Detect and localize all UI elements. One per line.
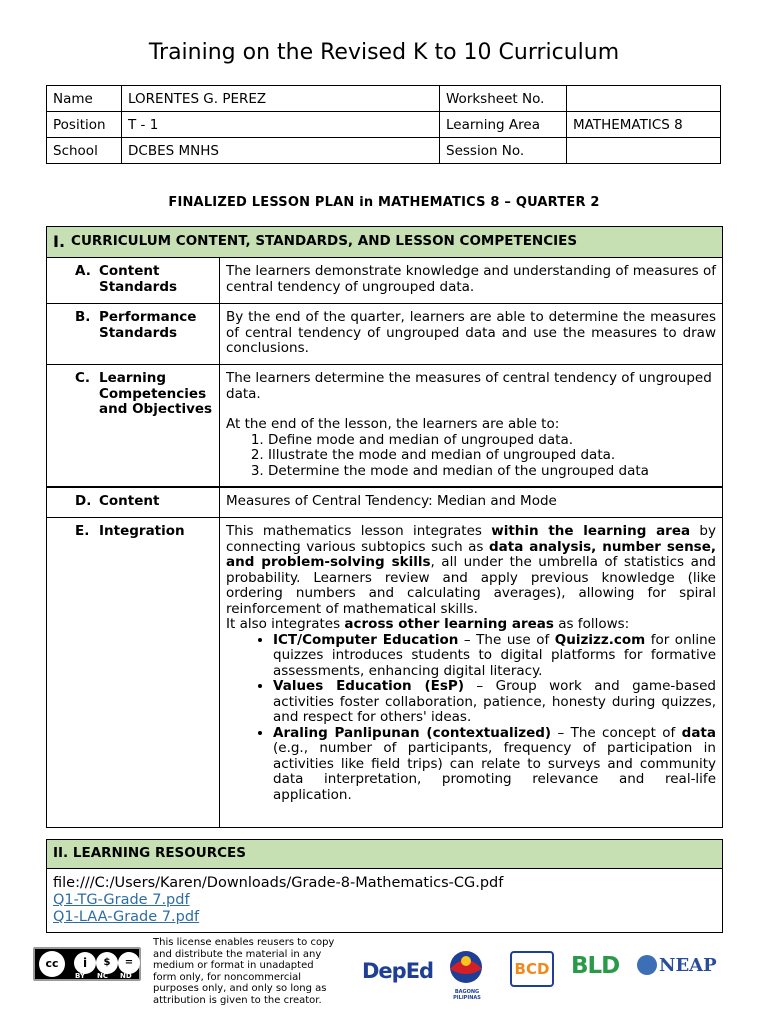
text-run: for online quizzes introduces students to digital platforms for formative assessments, enhancing digital literacy. bbox=[273, 631, 716, 679]
neap-emblem-icon bbox=[637, 955, 657, 975]
attribution-icon: i bbox=[74, 952, 96, 974]
info-table bbox=[46, 85, 721, 164]
section-heading: CURRICULUM CONTENT, STANDARDS, AND LESSON COMPETENCIES bbox=[71, 233, 578, 250]
text-run: – Group work and game-based activities foster collaboration, patience, honesty during quizzes, and respect for others' ideas. bbox=[273, 678, 716, 725]
school-value: DCBES MNHS bbox=[122, 138, 440, 164]
row-letter: C. bbox=[75, 370, 91, 386]
performance-standards-text: By the end of the quarter, learners are able to determine the measures of central tendency of ungrouped data and use the measures to draw conclusions. bbox=[226, 309, 716, 356]
integration-item-esp bbox=[273, 679, 716, 726]
section-resources-header: II. LEARNING RESOURCES bbox=[47, 840, 722, 869]
bcd-logo-text: BCD bbox=[514, 960, 550, 978]
text-run: as follows: bbox=[553, 616, 630, 632]
content-standards-text: The learners demonstrate knowledge and understanding of measures of central tendency of ungrouped data. bbox=[226, 263, 716, 295]
integration-item-ict bbox=[273, 633, 716, 680]
text-run: , all under the umbrella of statistics and probability. Learners review and apply previous knowledge (like ordering numbers and calculating averages), allowing for spiral reinforcement of mathematical skills. bbox=[226, 554, 716, 617]
text-run: (e.g., number of participants, frequency of participation in activities like field trips) can relate to surveys and community data interpretation, promoting relevance and real-life application. bbox=[273, 740, 716, 803]
bagong-pilipinas-emblem-icon bbox=[442, 945, 490, 985]
school-label: School bbox=[47, 138, 122, 164]
row-letter: B. bbox=[75, 309, 91, 325]
license-text: This license enables reusers to copy and distribute the material in any medium or format in unadapted form only, for noncommercial purposes only, and only so long as attribution is given to the creator. bbox=[153, 937, 335, 1006]
row-letter: A. bbox=[75, 263, 91, 279]
text-run: This mathematics lesson integrates bbox=[226, 523, 492, 539]
row-content-standards bbox=[47, 258, 722, 304]
row-learning-competencies bbox=[47, 365, 722, 488]
section-number: I. bbox=[53, 232, 66, 252]
objective-item: 3. Determine the mode and median of the ungrouped data bbox=[268, 464, 716, 480]
row-performance-standards bbox=[47, 304, 722, 365]
objective-item: 1. Define mode and median of ungrouped data. bbox=[268, 433, 716, 449]
page-title: Training on the Revised K to 10 Curriculum bbox=[148, 40, 620, 65]
resources-list bbox=[47, 869, 722, 932]
resource-file-path: file:///C:/Users/Karen/Downloads/Grade-8-Mathematics-CG.pdf bbox=[53, 875, 504, 891]
deped-logo-text: DepEd bbox=[362, 959, 434, 983]
row-letter: D. bbox=[75, 493, 92, 509]
text-run: data bbox=[681, 724, 716, 741]
text-run: within the learning area bbox=[491, 523, 691, 539]
area-label: Learning Area bbox=[440, 112, 567, 138]
text-run: It also integrates bbox=[226, 616, 345, 632]
bld-logo-text: BLD bbox=[571, 953, 620, 979]
text-run: across other learning areas bbox=[344, 616, 554, 632]
learning-competencies-text bbox=[220, 365, 722, 486]
cc-by-label: BY bbox=[75, 972, 86, 980]
row-label: Performance Standards bbox=[99, 309, 197, 341]
section-curriculum bbox=[46, 226, 723, 828]
worksheet-label: Worksheet No. bbox=[440, 86, 567, 112]
row-content bbox=[47, 488, 722, 518]
text-run: data analysis, number sense, and problem-solving skills bbox=[226, 538, 716, 570]
noncommercial-icon: $ bbox=[96, 952, 118, 974]
integration-text bbox=[220, 518, 722, 827]
text-run: ICT/Computer Education bbox=[273, 631, 459, 648]
cc-license-badge-icon[interactable] bbox=[33, 947, 141, 981]
integration-list bbox=[226, 633, 716, 804]
bcd-logo bbox=[510, 951, 554, 987]
session-label: Session No. bbox=[440, 138, 567, 164]
text-run: – The concept of bbox=[551, 724, 682, 741]
footer bbox=[0, 937, 768, 1006]
row-label: Integration bbox=[99, 523, 185, 539]
name-value: LORENTES G. PEREZ bbox=[122, 86, 440, 112]
position-value: T - 1 bbox=[122, 112, 440, 138]
objectives-intro: At the end of the lesson, the learners are able to: bbox=[226, 416, 560, 432]
competency-text: The learners determine the measures of central tendency of ungrouped data. bbox=[226, 370, 712, 402]
text-run: by connecting various subtopics such as bbox=[226, 523, 716, 555]
cc-icon: cc bbox=[39, 951, 65, 977]
section-resources bbox=[46, 839, 723, 933]
objectives-list bbox=[226, 433, 716, 480]
session-value bbox=[567, 138, 721, 164]
worksheet-value bbox=[567, 86, 721, 112]
resource-link-laa[interactable]: Q1-LAA-Grade 7.pdf bbox=[53, 909, 200, 925]
neap-logo-text: NEAP bbox=[659, 955, 717, 976]
bagong-pilipinas-text: BAGONG PILIPINAS bbox=[453, 989, 481, 1001]
name-label: Name bbox=[47, 86, 122, 112]
bagong-pilipinas-logo bbox=[442, 945, 492, 1001]
text-run: Values Education (EsP) bbox=[273, 678, 464, 694]
deped-logo bbox=[362, 959, 433, 983]
cc-nd-label: ND bbox=[120, 972, 132, 980]
neap-logo bbox=[637, 955, 717, 976]
row-integration bbox=[47, 518, 722, 827]
integration-item-ap bbox=[273, 726, 716, 804]
text-run: Quizizz.com bbox=[554, 631, 646, 648]
bld-logo bbox=[571, 953, 619, 979]
objective-item: 2. Illustrate the mode and median of ungrouped data. bbox=[268, 448, 716, 464]
noderivatives-icon: = bbox=[118, 952, 140, 974]
area-value: MATHEMATICS 8 bbox=[567, 112, 721, 138]
text-run: Araling Panlipunan (contextualized) bbox=[273, 724, 552, 741]
row-label: Learning Competencies and Objectives bbox=[99, 370, 213, 417]
cc-nc-label: NC bbox=[97, 972, 108, 980]
text-run: – The use of bbox=[458, 631, 555, 648]
content-text: Measures of Central Tendency: Median and Mode bbox=[226, 493, 557, 509]
lesson-plan-title: FINALIZED LESSON PLAN in MATHEMATICS 8 – QUARTER 2 bbox=[168, 195, 600, 210]
row-letter: E. bbox=[75, 523, 90, 539]
row-label: Content Standards bbox=[99, 263, 178, 295]
row-label: Content bbox=[99, 493, 160, 509]
section-curriculum-header bbox=[47, 227, 722, 258]
resource-link-tg[interactable]: Q1-TG-Grade 7.pdf bbox=[53, 892, 190, 908]
position-label: Position bbox=[47, 112, 122, 138]
